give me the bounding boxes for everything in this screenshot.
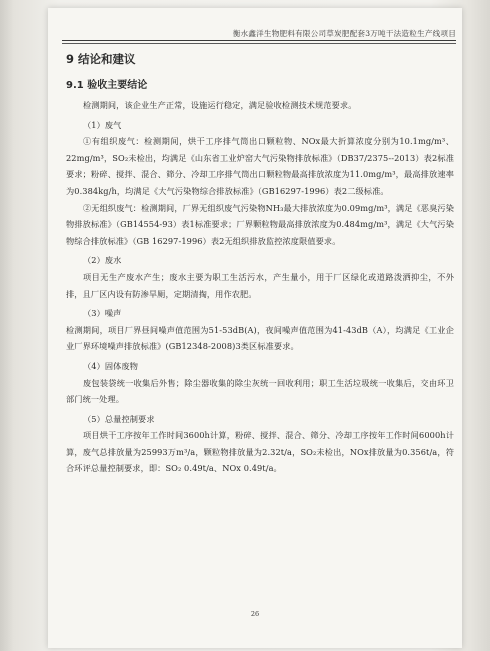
chapter-heading: 9 结论和建议 xyxy=(66,52,136,66)
water-subheading: （2）废水 xyxy=(83,255,122,266)
gas-subheading: （1）废气 xyxy=(83,119,122,130)
page-content xyxy=(66,50,454,477)
header-rule-thin xyxy=(62,43,456,44)
header-rule xyxy=(62,40,456,41)
noise-paragraph: 检测期间，项目厂界昼间噪声值范围为51-53dB(A)，夜间噪声值范围为41-43dB（A），均满足《工业企业厂界环境噪声排放标准》(GB12348-2008)3类区标准要求。 xyxy=(66,324,454,352)
intro-paragraph: 检测期间，该企业生产正常，设施运行稳定，满足验收检测技术规范要求。 xyxy=(83,100,357,110)
noise-subheading: （3）噪声 xyxy=(83,308,122,319)
page-number: 26 xyxy=(250,610,260,618)
solid-waste-subheading: （4）固体废物 xyxy=(83,360,139,371)
running-header: 衡水鑫洋生物肥料有限公司草炭肥配套3万吨干法造粒生产线项目 xyxy=(232,29,456,38)
solid-waste-paragraph: 废包装袋统一收集后外售；除尘器收集的除尘灰统一回收利用；职工生活垃圾统一收集后，交由环卫部门统一处理。 xyxy=(66,377,454,405)
unorganized-gas-paragraph: ②无组织废气：检测期间，厂界无组织废气污染物NH₃最大排放浓度为0.09mg/m³，满足《恶臭污染物排放标准》（GB14554-93）表1标准要求；厂界颗粒物最高排放浓度为0.484mg/m³，满足《大气污染物综合排放标准》（GB 16297-1996）表2无组织排放监控浓度限值要求。 xyxy=(66,202,454,246)
organized-gas-paragraph: ①有组织废气：检测期间，烘干工序排气筒出口颗粒物、NOx最大折算浓度分别为10.1mg/m³、22mg/m³，SO₂未检出，均满足《山东省工业炉窑大气污染物排放标准》（DB37/2375--2013）表2标准要求；粉碎、搅拌、混合、筛分、冷却工序排气筒出口颗粒物最高排放浓度为11.0mg/m³，最高排放速率为0.384kg/h，均满足《大气污染物综合排放标准》（GB16297-1996）表2二级标准。 xyxy=(66,136,454,196)
water-paragraph: 项目无生产废水产生；废水主要为职工生活污水，产生量小，用于厂区绿化或道路泼洒抑尘，不外排，且厂区内设有防渗旱厕，定期清掏，用作农肥。 xyxy=(66,271,454,299)
total-control-paragraph: 项目烘干工序按年工作时间3600h计算，粉碎、搅拌、混合、筛分、冷却工序按年工作时间6000h计算，废气总排放量为25993万m³/a，颗粒物排放量为2.32t/a，SO₂未检出，NOx排放量为0.356t/a，符合环评总量控制要求，即：SO₂ 0.49t/a、NOx 0.49t/a。 xyxy=(66,430,454,474)
total-control-subheading: （5）总量控制要求 xyxy=(83,413,155,424)
document-page xyxy=(48,8,462,648)
section-heading: 9.1 验收主要结论 xyxy=(66,80,148,91)
